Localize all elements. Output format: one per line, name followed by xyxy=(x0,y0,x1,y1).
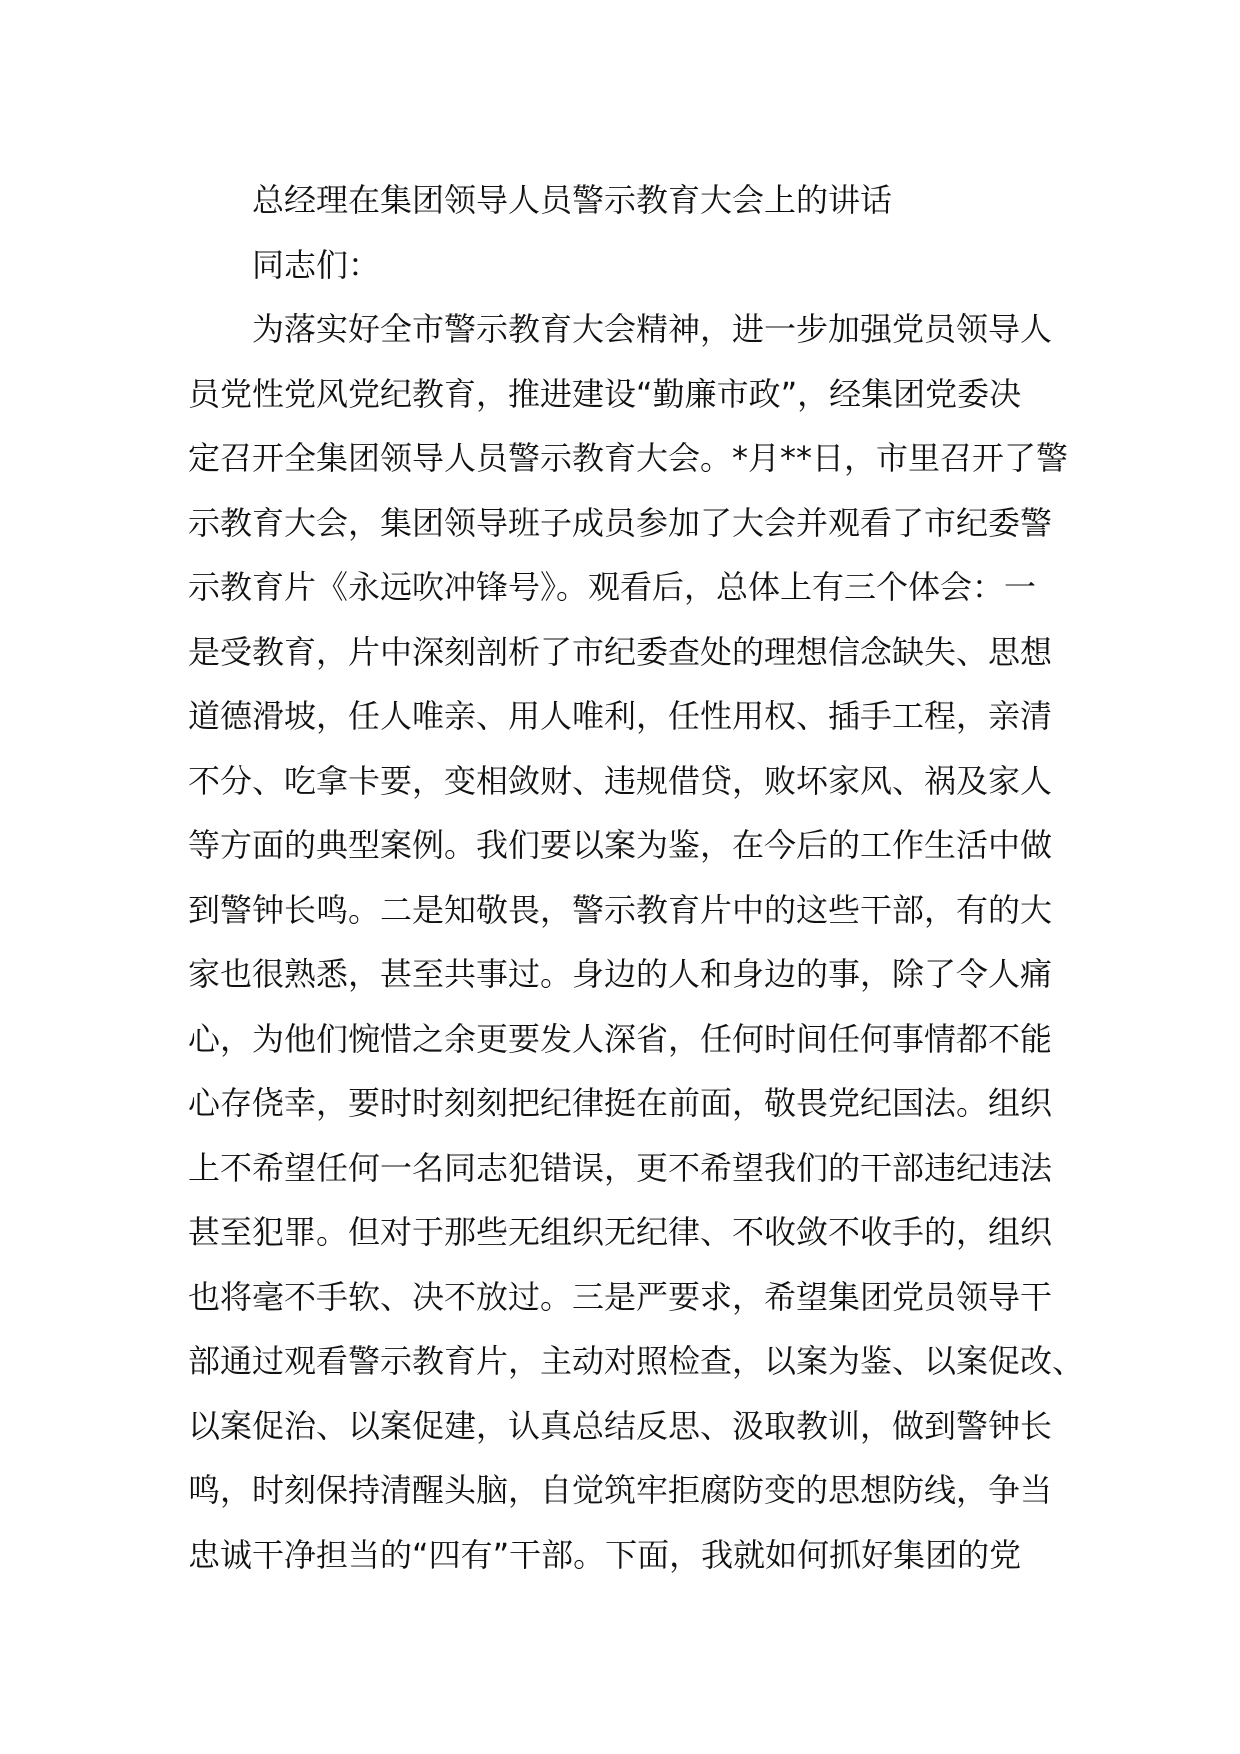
paragraph-line: 忠诚干净担当的“四有”干部。下面，我就如何抓好集团的党 xyxy=(188,1535,1022,1574)
document-title: 总经理在集团领导人员警示教育大会上的讲话 xyxy=(252,181,893,219)
paragraph-line: 心，为他们惋惜之余更要发人深省，任何时间任何事情都不能 xyxy=(188,1019,1053,1058)
paragraph-line: 心存侥幸，要时时刻刻把纪律挺在前面，敬畏党纪国法。组织 xyxy=(188,1084,1053,1122)
paragraph-line: 不分、吃拿卡要，变相敛财、违规借贷，败坏家风、祸及家人 xyxy=(188,761,1053,800)
paragraph-line: 甚至犯罪。但对于那些无组织无纪律、不收敛不收手的，组织 xyxy=(188,1213,1053,1251)
paragraph-line: 道德滑坡，任人唯亲、用人唯利，任性用权、插手工程，亲清 xyxy=(188,697,1053,735)
paragraph-line: 到警钟长鸣。二是知敬畏，警示教育片中的这些干部，有的大 xyxy=(188,890,1053,929)
paragraph-line: 定召开全集团领导人员警示教育大会。*月**日，市里召开了警 xyxy=(188,439,1069,477)
paragraph-line: 鸣，时刻保持清醒头脑，自觉筑牢拒腐防变的思想防线，争当 xyxy=(188,1471,1053,1509)
paragraph-line: 示教育大会，集团领导班子成员参加了大会并观看了市纪委警 xyxy=(188,503,1053,542)
paragraph-line: 也将毫不手软、决不放过。三是严要求，希望集团党员领导干 xyxy=(188,1277,1053,1316)
paragraph-line: 是受教育，片中深刻剖析了市纪委查处的理想信念缺失、思想 xyxy=(188,632,1053,671)
paragraph-line: 员党性党风党纪教育，推进建设“勤廉市政”，经集团党委决 xyxy=(188,374,1022,413)
salutation: 同志们： xyxy=(252,245,381,284)
paragraph-line: 等方面的典型案例。我们要以案为鉴，在今后的工作生活中做 xyxy=(188,826,1053,864)
document-body xyxy=(188,168,1085,1587)
paragraph-line: 以案促治、以案促建，认真总结反思、汲取教训，做到警钟长 xyxy=(188,1406,1053,1445)
paragraph-line: 部通过观看警示教育片，主动对照检查，以案为鉴、以案促改、 xyxy=(188,1342,1085,1380)
paragraph-line: 为落实好全市警示教育大会精神，进一步加强党员领导人 xyxy=(252,310,1053,348)
paragraph-line: 上不希望任何一名同志犯错误，更不希望我们的干部违纪违法 xyxy=(188,1148,1053,1187)
paragraph-line: 家也很熟悉，甚至共事过。身边的人和身边的事，除了令人痛 xyxy=(188,955,1053,993)
paragraph-line: 示教育片《永远吹冲锋号》。观看后，总体上有三个体会：一 xyxy=(188,568,1037,606)
